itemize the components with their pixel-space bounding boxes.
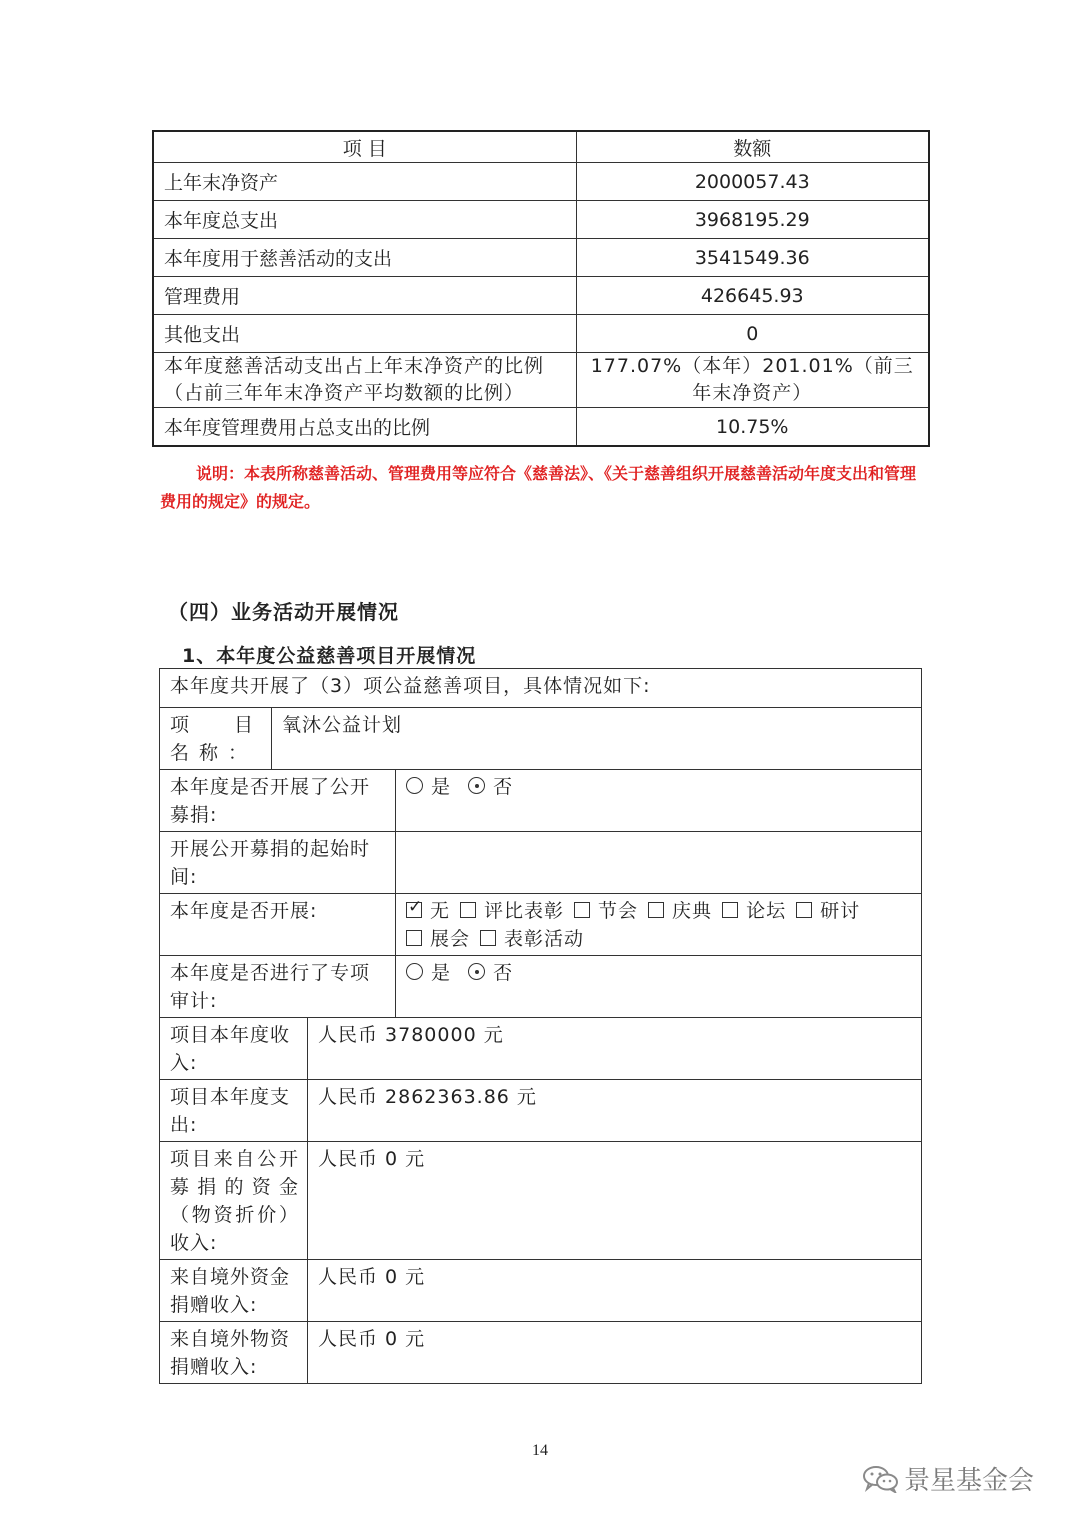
table-row (160, 1142, 922, 1260)
checkbox-icon (796, 902, 812, 918)
row-label: 本年度管理费用占总支出的比例 (153, 408, 576, 447)
audit-options (396, 956, 922, 1018)
table-row (160, 708, 922, 770)
option-no-label: 否 (493, 776, 514, 798)
radio-selected-icon (468, 777, 485, 794)
table-row (160, 1322, 922, 1384)
note-text: 说明：本表所称慈善活动、管理费用等应符合《慈善法》、《关于慈善组织开展慈善活动年度支出和管理费用的规定》的规定。 (160, 464, 917, 511)
row-value: 0 (576, 315, 929, 353)
finance-header-row (153, 131, 929, 163)
table-row (153, 315, 929, 353)
activities-options (396, 894, 922, 956)
table-row (160, 770, 922, 832)
income-value: 人民币 3780000 元 (308, 1018, 922, 1080)
table-row (153, 408, 929, 447)
row-label: 本年度慈善活动支出占上年末净资产的比例（占前三年年末净资产平均数额的比例） (153, 353, 576, 408)
checkbox-icon (406, 930, 422, 946)
radio-empty-icon (406, 963, 423, 980)
radio-empty-icon (406, 777, 423, 794)
option-yes[interactable] (406, 959, 451, 987)
activity-label: 无 (430, 900, 451, 922)
header-amount: 数额 (576, 131, 929, 163)
table-row (153, 277, 929, 315)
row-value: 10.75% (576, 408, 929, 447)
table-row (160, 956, 922, 1018)
table-row (153, 239, 929, 277)
page-number: 14 (532, 1442, 548, 1459)
subsection-title: 1、本年度公益慈善项目开展情况 (182, 645, 477, 667)
option-yes-label: 是 (431, 776, 452, 798)
header-item: 项 目 (153, 131, 576, 163)
checkbox-icon (574, 902, 590, 918)
activity-option[interactable] (406, 897, 450, 925)
row-value: 2000057.43 (576, 163, 929, 201)
fundraising-label: 本年度是否开展了公开募捐: (160, 770, 396, 832)
start-time-label: 开展公开募捐的起始时间: (160, 832, 396, 894)
row-label: 本年度用于慈善活动的支出 (153, 239, 576, 277)
activity-label: 评比表彰 (484, 900, 565, 922)
activity-option[interactable] (460, 897, 564, 925)
public-income-value: 人民币 0 元 (308, 1142, 922, 1260)
table-row (153, 201, 929, 239)
section-title: （四）业务活动开展情况 (168, 600, 399, 624)
activity-label: 节会 (598, 900, 639, 922)
wechat-icon (862, 1465, 900, 1493)
checkbox-icon (648, 902, 664, 918)
table-note (160, 460, 930, 516)
watermark-text: 景星基金会 (904, 1466, 1035, 1496)
finance-table (152, 130, 930, 447)
row-label: 其他支出 (153, 315, 576, 353)
option-no-label: 否 (493, 962, 514, 984)
activity-option[interactable] (796, 897, 860, 925)
checkbox-icon (722, 902, 738, 918)
checkbox-icon (460, 902, 476, 918)
foreign-cash-value: 人民币 0 元 (308, 1260, 922, 1322)
intro-text: 本年度共开展了（3）项公益慈善项目，具体情况如下: (160, 669, 922, 708)
table-row (160, 832, 922, 894)
table-row (160, 894, 922, 956)
income-label: 项目本年度收入: (160, 1018, 308, 1080)
audit-label: 本年度是否进行了专项审计: (160, 956, 396, 1018)
option-no[interactable] (468, 959, 513, 987)
row-value: 3968195.29 (576, 201, 929, 239)
row-value: 426645.93 (576, 277, 929, 315)
option-yes-label: 是 (431, 962, 452, 984)
foreign-goods-label: 来自境外物资捐赠收入: (160, 1322, 308, 1384)
table-row (153, 353, 929, 408)
activity-label: 展会 (430, 928, 471, 950)
table-row (160, 669, 922, 708)
activity-option[interactable] (480, 925, 584, 953)
activity-label: 研讨 (820, 900, 861, 922)
option-no[interactable] (468, 773, 513, 801)
activity-option[interactable] (722, 897, 786, 925)
table-row (153, 163, 929, 201)
watermark (862, 1460, 1034, 1497)
foreign-cash-label: 来自境外资金捐赠收入: (160, 1260, 308, 1322)
project-name-value: 氧沐公益计划 (272, 708, 922, 770)
row-value: 177.07%（本年）201.01%（前三年末净资产） (576, 353, 929, 408)
expense-label: 项目本年度支出: (160, 1080, 308, 1142)
checkbox-checked-icon: ✓ (408, 897, 424, 917)
project-table (159, 668, 922, 1384)
activity-option[interactable] (648, 897, 712, 925)
activity-option[interactable] (574, 897, 638, 925)
activity-option[interactable] (406, 925, 470, 953)
activity-label: 表彰活动 (504, 928, 585, 950)
row-label: 上年末净资产 (153, 163, 576, 201)
option-yes[interactable] (406, 773, 451, 801)
expense-value: 人民币 2862363.86 元 (308, 1080, 922, 1142)
fundraising-options (396, 770, 922, 832)
table-row (160, 1080, 922, 1142)
start-time-value (396, 832, 922, 894)
foreign-goods-value: 人民币 0 元 (308, 1322, 922, 1384)
row-value: 3541549.36 (576, 239, 929, 277)
table-row (160, 1018, 922, 1080)
row-label: 管理费用 (153, 277, 576, 315)
public-income-label: 项目来自公开募捐的资金（物资折价）收入: (160, 1142, 308, 1260)
checkbox-icon (480, 930, 496, 946)
row-label: 本年度总支出 (153, 201, 576, 239)
radio-selected-icon (468, 963, 485, 980)
table-row (160, 1260, 922, 1322)
activity-label: 论坛 (746, 900, 787, 922)
activities-label: 本年度是否开展: (160, 894, 396, 956)
project-name-label: 项 目 名称： (160, 708, 272, 770)
activity-label: 庆典 (672, 900, 713, 922)
